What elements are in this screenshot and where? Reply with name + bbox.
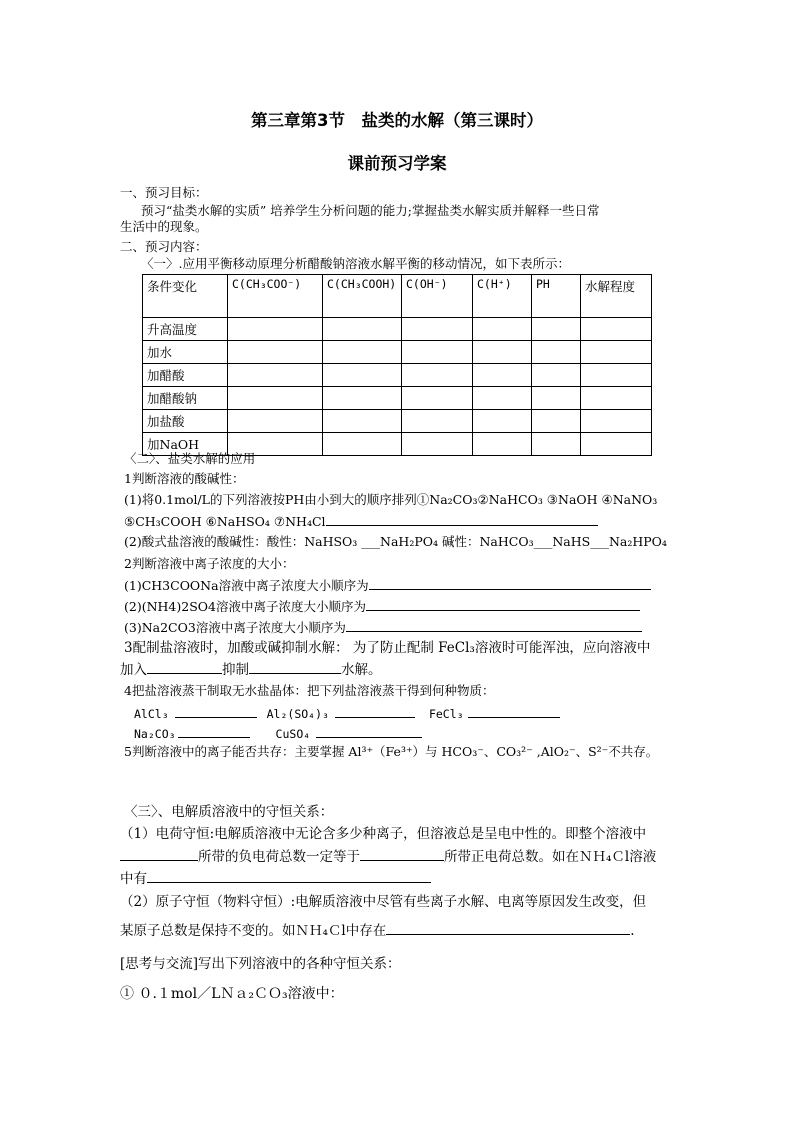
table-cell[interactable] [473,433,532,456]
app3-line2 [120,661,382,678]
table-cell[interactable] [581,410,652,433]
table-header-cell: C(CH₃COOH) [323,275,402,318]
table-cell[interactable] [473,410,532,433]
page-subtitle: 课前预习学案 [347,154,447,173]
salt-alcl3: AlCl₃ [134,707,169,721]
table-header-cell: 条件变化 [143,275,228,318]
row-label: 升高温度 [143,318,228,341]
app2-item2-text: (2)(NH4)2SO4溶液中离子浓度大小顺序为 [124,599,366,614]
think-q1: ① ０.１mol／LＮａ₂ＣＯ₃溶液中： [120,986,344,1002]
sec2-part2: 〈二〉、盐类水解的应用 [124,451,256,466]
answer-blank[interactable] [369,577,651,590]
app2-item3 [124,619,642,636]
sec1-line1: 预习“盐类水解的实质” 培养学生分析问题的能力;掌握盐类水解实质并解释一些日常 [141,203,600,218]
table-cell[interactable] [581,364,652,387]
table-header-cell: 水解程度 [581,275,652,318]
answer-blank[interactable] [178,725,250,738]
answer-blank[interactable] [335,705,415,718]
app1-item1-text: ⑤CH₃COOH ⑥NaHSO₄ ⑦NH₄Cl [124,514,326,529]
table-cell[interactable] [402,433,473,456]
app1-heading: 1判断溶液的酸碱性： [124,471,245,486]
app5-line: 5判断溶液中的离子能否共存：主要掌握 Al³⁺（Fe³⁺）与 HCO₃⁻、CO₃²⁻ ,AlO₂⁻、S²⁻不共存。 [124,744,659,759]
sec3-c1-line3 [120,870,431,887]
sec1-heading: 一、预习目标： [120,185,208,200]
sec3-c2-line2 [120,922,635,939]
table-cell[interactable] [581,433,652,456]
sec1-line2: 生活中的现象。 [120,219,208,234]
table-row [143,341,652,364]
salt-fecl3: FeCl₃ [428,707,464,721]
table-cell[interactable] [323,387,402,410]
table-cell[interactable] [473,318,532,341]
table-header-cell: PH [532,275,581,318]
answer-blank[interactable] [326,513,598,526]
table-cell[interactable] [473,341,532,364]
app4-row2 [134,725,422,742]
row-label: 加NaOH [143,433,228,456]
page-title: 第三章第3节 盐类的水解（第三课时） [251,111,543,130]
sec3-c2-end: . [630,923,635,939]
app1-item1: (1)将0.1mol/L的下列溶液按PH由小到大的顺序排列①Na₂CO₃②NaHCO₃ ③NaOH ④NaNO₃ [124,492,658,507]
row-label: 加醋酸钠 [143,387,228,410]
answer-blank[interactable] [147,870,431,883]
table-header-cell: C(H⁺) [473,275,532,318]
app1-item2: (2)酸式盐溶液的酸碱性：酸性：NaHSO₃ ___NaH₂PO₄ 碱性：NaHCO₃___NaHS___Na₂HPO₄ [124,534,667,549]
table-cell[interactable] [228,387,323,410]
sec3-c1-line1: （1）电荷守恒:电解质溶液中无论含多少种离子，但溶液总是呈电中性的。即整个溶液中 [120,826,647,842]
table-header-row [143,275,652,318]
app2-item1-text: (1)CH3COONa溶液中离子浓度大小顺序为 [124,578,369,593]
app3-line1: 3配制盐溶液时，加酸或碱抑制水解： 为了防止配制 FeCl₃溶液时可能浑浊，应向溶液中 [124,640,651,656]
table-cell[interactable] [228,364,323,387]
sec3-c1-line2 [120,848,656,865]
table-cell[interactable] [532,318,581,341]
answer-blank[interactable] [360,848,444,861]
sec3-heading: 〈三〉、电解质溶液中的守恒关系： [124,804,334,820]
sec3-c2-text: 某原子总数是保持不变的。如ＮＨ₄Ｃl中存在 [120,923,387,939]
table-cell[interactable] [402,318,473,341]
table-cell[interactable] [228,410,323,433]
salt-cuso4: CuSO₄ [275,727,311,741]
table-cell[interactable] [402,387,473,410]
app3-text-b: 抑制 [222,662,249,678]
table-cell[interactable] [402,410,473,433]
app3-text-a: 加入 [120,662,147,678]
answer-blank[interactable] [249,661,341,674]
salt-al2so43: Al₂(SO₄)₃ [266,707,329,721]
answer-blank[interactable] [366,598,640,611]
table-cell[interactable] [581,318,652,341]
app4-row1 [134,705,560,722]
table-row [143,364,652,387]
row-label: 加水 [143,341,228,364]
table-cell[interactable] [473,364,532,387]
answer-blank[interactable] [346,619,642,632]
equilibrium-table [142,274,652,456]
table-cell[interactable] [323,318,402,341]
sec3-c1-text-a: 所带的负电荷总数一定等于 [198,849,360,865]
table-cell[interactable] [323,341,402,364]
answer-blank[interactable] [386,922,630,935]
table-row [143,410,652,433]
answer-blank[interactable] [147,661,222,674]
app2-item2 [124,598,640,615]
sec3-c1-text-c: 中有 [120,871,147,887]
answer-blank[interactable] [175,705,257,718]
table-cell[interactable] [228,341,323,364]
table-cell[interactable] [402,364,473,387]
sec3-c2-line1: （2）原子守恒（物料守恒）:电解质溶液中尽管有些离子水解、电离等原因发生改变，但 [120,894,647,910]
app2-heading: 2判断溶液中离子浓度的大小： [124,556,295,571]
sec2-part1: 〈一〉.应用平衡移动原理分析醋酸钠溶液水解平衡的移动情况，如下表所示： [141,256,570,271]
table-row [143,318,652,341]
table-cell[interactable] [402,341,473,364]
table-cell[interactable] [323,364,402,387]
table-header-cell: C(OH⁻) [402,275,473,318]
table-cell[interactable] [532,341,581,364]
table-cell[interactable] [323,433,402,456]
app3-text-c: 水解。 [341,662,382,678]
table-header-cell: C(CH₃COO⁻) [228,275,323,318]
sec2-heading: 二、预习内容： [120,239,208,254]
table-cell[interactable] [323,410,402,433]
sec3-c1-text-b: 所带正电荷总数。如在ＮＨ₄Ｃl溶液 [444,849,657,865]
answer-blank[interactable] [316,725,422,738]
table-cell[interactable] [473,387,532,410]
app4-heading: 4把盐溶液蒸干制取无水盐晶体：把下列盐溶液蒸干得到何种物质： [124,683,495,698]
table-cell[interactable] [581,387,652,410]
think-heading: [思考与交流]写出下列溶液中的各种守恒关系： [120,956,401,972]
table-cell[interactable] [532,433,581,456]
table-cell[interactable] [581,341,652,364]
table-row [143,387,652,410]
table-cell[interactable] [532,387,581,410]
row-label: 加醋酸 [143,364,228,387]
app2-item1 [124,577,651,594]
answer-blank[interactable] [468,705,560,718]
answer-blank[interactable] [120,848,198,861]
table-cell[interactable] [532,410,581,433]
table-cell[interactable] [228,318,323,341]
app2-item3-text: (3)Na2CO3溶液中离子浓度大小顺序为 [124,620,346,635]
table-cell[interactable] [532,364,581,387]
salt-na2co3: Na₂CO₃ [134,727,176,741]
row-label: 加盐酸 [143,410,228,433]
app1-item1-cont [124,513,598,530]
